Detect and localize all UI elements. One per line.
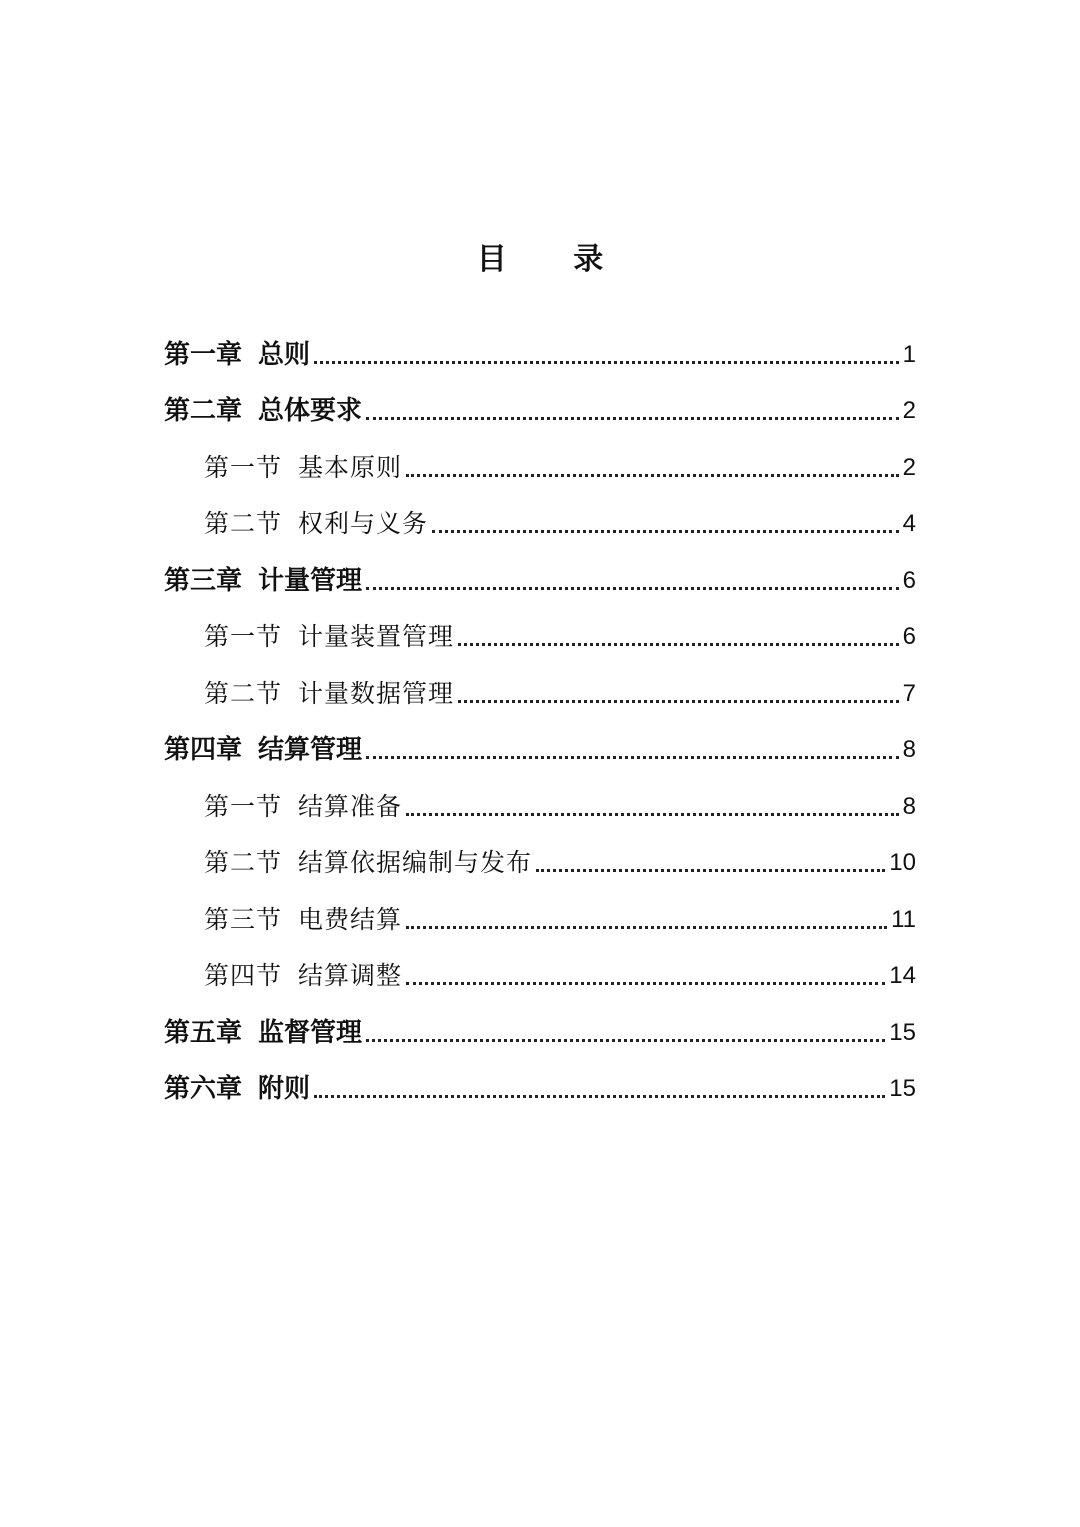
toc-section-entry[interactable] bbox=[164, 490, 916, 547]
toc-dot-leader bbox=[366, 416, 899, 420]
toc-entry-label bbox=[204, 789, 402, 825]
toc-dot-leader bbox=[366, 755, 899, 759]
toc-page-number: 10 bbox=[889, 849, 916, 876]
toc-dot-leader bbox=[406, 812, 899, 816]
toc-page-number: 8 bbox=[902, 736, 916, 763]
toc-entry-text: 总体要求 bbox=[258, 396, 363, 426]
toc-dot-leader bbox=[458, 642, 899, 646]
toc-page-number: 2 bbox=[902, 453, 916, 481]
toc-entry-text: 电费结算 bbox=[298, 904, 403, 934]
toc-dot-leader bbox=[366, 1038, 885, 1042]
toc-entry-text: 结算依据编制与发布 bbox=[298, 848, 533, 877]
toc-entry-label bbox=[164, 732, 362, 768]
toc-page-number: 14 bbox=[889, 962, 916, 989]
toc-entry-label bbox=[164, 563, 362, 599]
toc-entry-text: 结算调整 bbox=[298, 961, 403, 990]
toc-section-entry[interactable] bbox=[164, 659, 916, 716]
toc-entry-number: 第一节 bbox=[204, 452, 283, 482]
toc-dot-leader bbox=[406, 473, 899, 477]
toc-dot-leader bbox=[314, 1094, 885, 1098]
toc-dot-leader bbox=[314, 360, 899, 364]
toc-entry-number: 第五章 bbox=[164, 1017, 243, 1048]
toc-page-number: 7 bbox=[902, 679, 916, 707]
toc-entry-number: 第二节 bbox=[204, 509, 283, 538]
toc-page-number: 4 bbox=[902, 510, 916, 537]
toc-entry-text: 基本原则 bbox=[298, 452, 403, 482]
toc-chapter-entry[interactable] bbox=[164, 1055, 916, 1112]
toc-page-number: 6 bbox=[902, 623, 916, 650]
toc-dot-leader bbox=[366, 586, 899, 590]
toc-section-entry[interactable] bbox=[164, 603, 916, 660]
toc-entry-number: 第四章 bbox=[164, 735, 243, 765]
toc-entry-text: 附则 bbox=[258, 1074, 311, 1104]
toc-entry-text: 权利与义务 bbox=[298, 509, 429, 538]
toc-entry-number: 第六章 bbox=[164, 1074, 243, 1104]
toc-dot-leader bbox=[432, 529, 899, 533]
toc-entry-number: 第二章 bbox=[164, 396, 243, 426]
toc-dot-leader bbox=[536, 868, 885, 872]
toc-section-entry[interactable] bbox=[164, 829, 916, 886]
toc-chapter-entry[interactable] bbox=[164, 998, 916, 1055]
toc-dot-leader bbox=[406, 925, 887, 929]
toc-section-entry[interactable] bbox=[164, 772, 916, 829]
toc-entry-label bbox=[204, 619, 454, 655]
toc-entry-label bbox=[204, 676, 454, 712]
toc-entry-number: 第三节 bbox=[204, 904, 283, 934]
toc-page-number: 15 bbox=[889, 1075, 916, 1102]
toc-section-entry[interactable] bbox=[164, 433, 916, 490]
toc-entry-label bbox=[164, 337, 310, 373]
toc-page-number: 8 bbox=[902, 792, 916, 820]
toc-entry-text: 计量数据管理 bbox=[298, 678, 455, 708]
toc-entry-text: 监督管理 bbox=[258, 1017, 363, 1048]
toc-title: 目 录 bbox=[476, 242, 632, 277]
toc-entry-label bbox=[204, 450, 402, 486]
toc-dot-leader bbox=[406, 981, 885, 985]
toc-entry-label bbox=[204, 958, 402, 994]
toc-entry-number: 第二节 bbox=[204, 678, 283, 708]
toc-page-number: 6 bbox=[902, 566, 916, 594]
toc-dot-leader bbox=[458, 699, 899, 703]
toc-entry-label bbox=[204, 902, 402, 938]
toc-page-number: 11 bbox=[891, 905, 916, 933]
toc-page-number: 2 bbox=[902, 397, 916, 424]
toc-chapter-entry[interactable] bbox=[164, 320, 916, 377]
toc-entry-number: 第三章 bbox=[164, 565, 243, 596]
toc-page-number: 1 bbox=[902, 340, 916, 368]
toc-section-entry[interactable] bbox=[164, 942, 916, 999]
toc-entry-text: 计量装置管理 bbox=[298, 622, 455, 651]
toc-entry-number: 第一章 bbox=[164, 339, 243, 370]
toc-entry-label bbox=[204, 506, 428, 542]
table-of-contents bbox=[164, 320, 916, 1111]
toc-chapter-entry[interactable] bbox=[164, 377, 916, 434]
toc-entry-text: 总则 bbox=[258, 339, 311, 370]
toc-entry-number: 第二节 bbox=[204, 848, 283, 877]
toc-entry-number: 第一节 bbox=[204, 791, 283, 821]
toc-entry-label bbox=[164, 393, 362, 429]
toc-entry-label bbox=[164, 1015, 362, 1051]
toc-entry-text: 计量管理 bbox=[258, 565, 363, 596]
toc-entry-label bbox=[204, 845, 532, 881]
toc-page-number: 15 bbox=[889, 1018, 916, 1046]
toc-entry-number: 第一节 bbox=[204, 622, 283, 651]
toc-chapter-entry[interactable] bbox=[164, 716, 916, 773]
toc-entry-number: 第四节 bbox=[204, 961, 283, 990]
toc-entry-text: 结算管理 bbox=[258, 735, 363, 765]
toc-entry-label bbox=[164, 1071, 310, 1107]
toc-chapter-entry[interactable] bbox=[164, 546, 916, 603]
toc-section-entry[interactable] bbox=[164, 885, 916, 942]
toc-entry-text: 结算准备 bbox=[298, 791, 403, 821]
